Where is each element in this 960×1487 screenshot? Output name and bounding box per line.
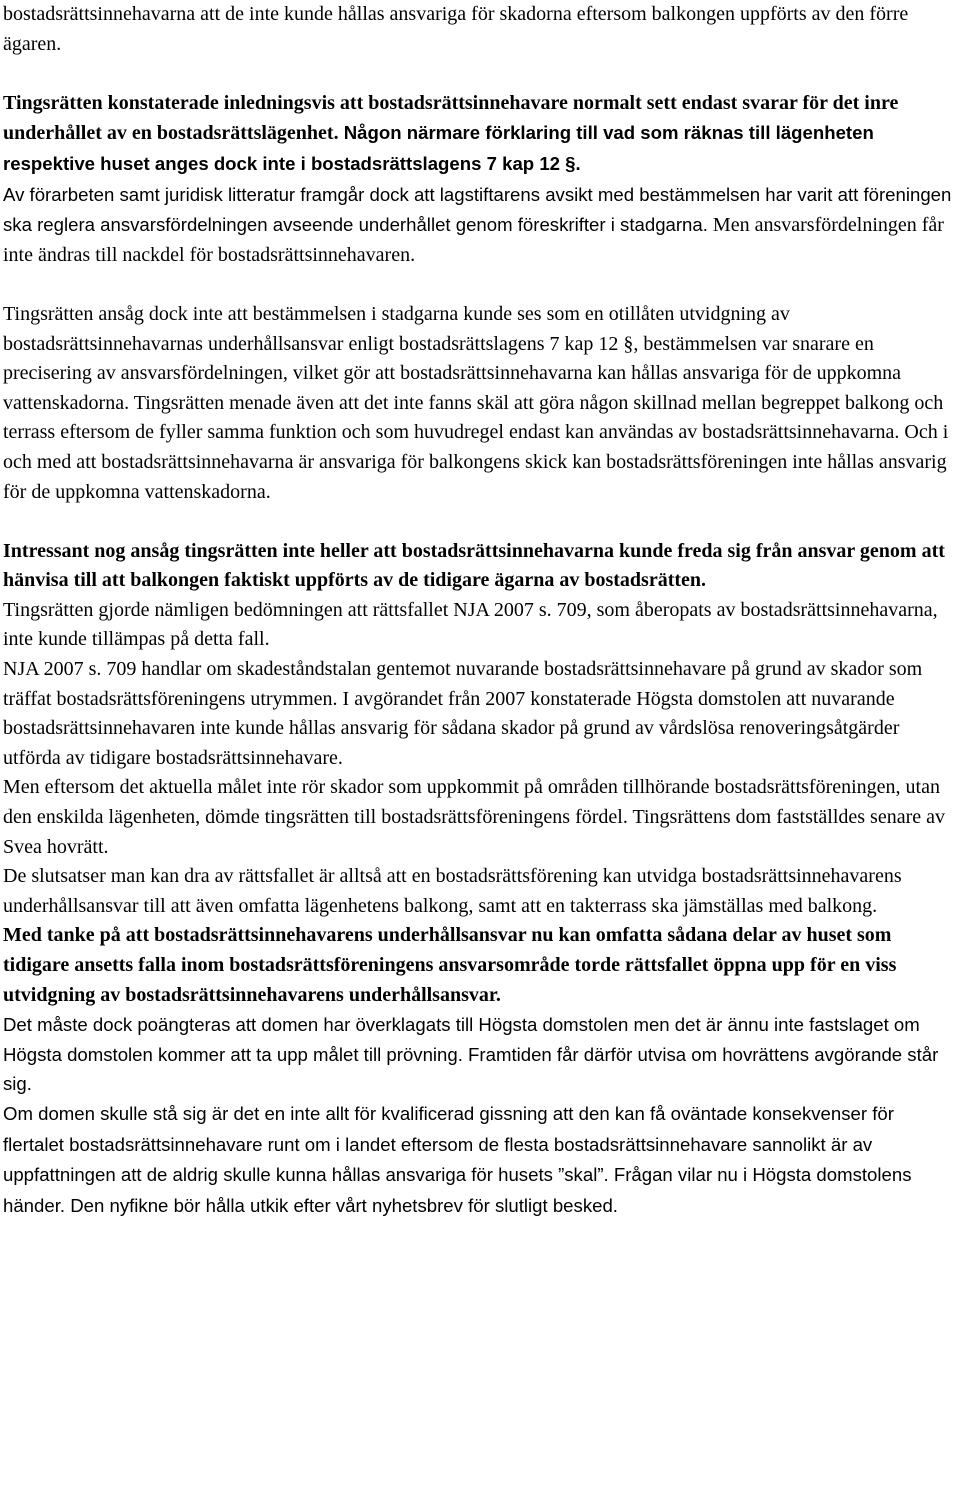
paragraph-gap [3, 507, 954, 537]
paragraph-3: Tingsrätten ansåg dock inte att bestämmelsen i stadgarna kunde ses som en otillåten utvidgning av bostadsrättsinnehavarnas underhållsansvar enligt bostadsrättslagens 7 kap 12 §, bestämmelsen var snarare en precisering av ansvarsfördelningen, vilket gör att bostadsrättsinnehavarna kan hållas ansvariga för de uppkomna vattenskadorna. Tingsrätten menade även att det inte fanns skäl att göra någon skillnad mellan begreppet balkong och terrass eftersom de fyller samma funktion och som huvudregel endast kan användas av bostadsrättsinnehavarna. Och i och med att bostadsrättsinnehavarna är ansvariga för balkongens skick kan bostadsrättsföreningen inte hållas ansvarig för de uppkomna vattenskadorna. [3, 302, 949, 503]
paragraph-7: Men eftersom det aktuella målet inte rör skador som uppkommit på områden tillhörande bostadsrättsföreningen, utan den enskilda lägenheten, dömde tingsrätten till bostadsrättsföreningens fördel. Tingsrättens dom fastställdes senare av Svea hovrätt. [3, 776, 946, 858]
paragraph-6: NJA 2007 s. 709 handlar om skadeståndstalan gentemot nuvarande bostadsrättsinnehavare på grund av skador som träffat bostadsrättsföreningens utrymmen. I avgörandet från 2007 konstaterade Högsta domstolen att nuvarande bostadsrättsinnehavaren inte kunde hållas ansvarig för sådana skador på grund av vårdslösa renoveringsåtgärder utförda av tidigare bostadsrättsinnehavare. [3, 658, 923, 769]
paragraph-2 [3, 89, 954, 271]
paragraph-11-end: Den nyfikne bör hålla utkik efter vårt nyhetsbrev för slutligt besked. [65, 1194, 618, 1216]
paragraph-9-bold: Med tanke på att bostadsrättsinnehavarens underhållsansvar nu kan omfatta sådana delar av huset som tidigare ansetts falla inom bostadsrättsföreningens ansvarsområde torde rättsfallet öppna upp för en viss utvidgning av bostadsrättsinnehavarens underhållsansvar. [3, 924, 897, 1006]
paragraph-5: Tingsrätten gjorde nämligen bedömningen att rättsfallet NJA 2007 s. 709, som åberopats av bostadsrättsinnehavarna, inte kunde tillämpas på detta fall. [3, 598, 938, 651]
paragraph-2-serif: Men ansvarsfördelningen får inte ändras till nackdel för bostadsrättsinnehavaren. [3, 214, 944, 266]
paragraph-4-bold: Intressant nog ansåg tingsrätten inte heller att bostadsrättsinnehavarna kunde freda sig från ansvar genom att hänvisa till att balkongen faktiskt uppförts av de tidigare ägarna av bostadsrätten. [3, 539, 945, 592]
paragraph-8: De slutsatser man kan dra av rättsfallet är alltså att en bostadsrättsförening kan utvidga bostadsrättsinnehavarens underhållsansvar till att även omfatta lägenhetens balkong, samt att en takterrass ska jämställas med balkong. [3, 865, 902, 917]
paragraph-2-bold-serif: Tingsrätten konstaterade inledningsvis att bostadsrättsinnehavare normalt sett endast svarar för det inre underhållet av en bostadsrättslägenhet. [3, 91, 899, 145]
paragraph-gap [3, 270, 954, 300]
paragraph-1: bostadsrättsinnehavarna att de inte kunde hållas ansvariga för skadorna eftersom balkongen uppförts av den förre ägaren. [3, 3, 909, 55]
paragraph-2-bold-sans: Någon närmare förklaring till vad som räknas till lägenheten respektive huset anges dock inte i bostadsrättslagens 7 kap 12 §. [3, 122, 874, 174]
paragraph-gap [3, 59, 954, 89]
paragraph-11 [3, 1099, 954, 1221]
paragraph-11-sans: Frågan vilar nu i Högsta domstolens händer. [3, 1164, 912, 1216]
paragraph-11-sans-lead: Om domen skulle stå sig är det en inte allt för kvalificerad gissning att den kan få oväntade konsekvenser för flertalet bostadsrättsinnehavare runt om i landet eftersom de flesta bostadsrättsinnehavare sannolikt är av uppfattningen att de aldrig skulle kunna hållas ansvariga för husets ”skal”. [3, 1102, 894, 1186]
paragraph-10: Det måste dock poängteras att domen har överklagats till Högsta domstolen men det är ännu inte fastslaget om Högsta domstolen kommer att ta upp målet till prövning. Framtiden får därför utvisa om hovrättens avgörande står sig. [3, 1014, 939, 1095]
paragraph-2-sans: Av förarbeten samt juridisk litteratur framgår dock att lagstiftarens avsikt med bestämmelsen har varit att föreningen ska reglera ansvarsfördelningen avseende underhållet genom föreskrifter i stadgarna. [3, 183, 952, 236]
